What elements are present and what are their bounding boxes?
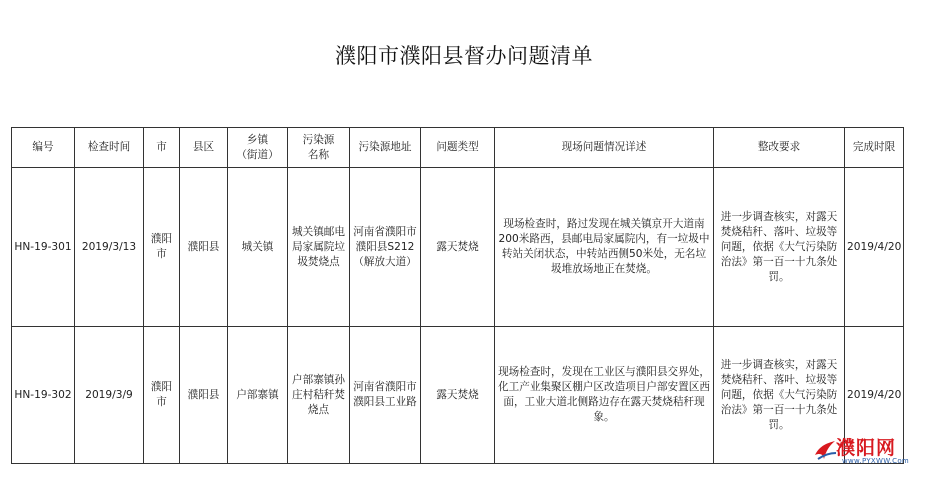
cell-id: HN-19-302: [12, 327, 75, 464]
table-row: [12, 168, 904, 327]
cell-town: 城关镇: [228, 168, 288, 327]
header-id: 编号: [12, 128, 75, 168]
cell-date: 2019/3/13: [75, 168, 144, 327]
header-county: 县区: [180, 128, 228, 168]
cell-town: 户部寨镇: [228, 327, 288, 464]
cell-county: 濮阳县: [180, 168, 228, 327]
header-requirement: 整改要求: [714, 128, 845, 168]
cell-address: 河南省濮阳市濮阳县S212（解放大道）: [350, 168, 421, 327]
cell-deadline: 2019/4/20: [845, 168, 904, 327]
header-address: 污染源地址: [350, 128, 421, 168]
watermark-name: 濮阳网: [836, 437, 897, 459]
cell-city: 濮阳市: [144, 168, 180, 327]
page-title: 濮阳市濮阳县督办问题清单: [335, 44, 593, 68]
cell-deadline: 2019/4/20: [845, 327, 904, 464]
cell-detail: 现场检查时，路过发现在城关镇京开大道南200米路西，县邮电局家属院内，有一垃圾中转站关闭状态，中转站西侧50米处，无名垃圾堆放场地正在焚烧。: [495, 168, 714, 327]
issue-table: [11, 127, 904, 464]
cell-date: 2019/3/9: [75, 327, 144, 464]
header-type: 问题类型: [421, 128, 495, 168]
cell-detail: 现场检查时，发现在工业区与濮阳县交界处，化工产业集聚区棚户区改造项目户部安置区西面，工业大道北侧路边存在露天焚烧秸秆现象。: [495, 327, 714, 464]
header-town: 乡镇 （街道）: [228, 128, 288, 168]
cell-source-name: 城关镇邮电局家属院垃圾焚烧点: [288, 168, 350, 327]
cell-id: HN-19-301: [12, 168, 75, 327]
header-city: 市: [144, 128, 180, 168]
cell-city: 濮阳市: [144, 327, 180, 464]
site-logo-icon: [812, 437, 838, 463]
cell-type: 露天焚烧: [421, 168, 495, 327]
table-row: [12, 327, 904, 464]
cell-county: 濮阳县: [180, 327, 228, 464]
cell-requirement: 进一步调查核实，对露天焚烧秸秆、落叶、垃圾等问题，依据《大气污染防治法》第一百一十九条处罚。: [714, 327, 845, 464]
cell-address: 河南省濮阳市濮阳县工业路: [350, 327, 421, 464]
header-date: 检查时间: [75, 128, 144, 168]
cell-type: 露天焚烧: [421, 327, 495, 464]
cell-source-name: 户部寨镇孙庄村秸秆焚烧点: [288, 327, 350, 464]
header-source-name: 污染源 名称: [288, 128, 350, 168]
watermark-url: www.PYXWW.Com: [842, 457, 910, 465]
header-deadline: 完成时限: [845, 128, 904, 168]
cell-requirement: 进一步调查核实，对露天焚烧秸秆、落叶、垃圾等问题，依据《大气污染防治法》第一百一十九条处罚。: [714, 168, 845, 327]
header-detail: 现场问题情况详述: [495, 128, 714, 168]
site-watermark: [812, 433, 922, 471]
table-header-row: [12, 128, 904, 168]
